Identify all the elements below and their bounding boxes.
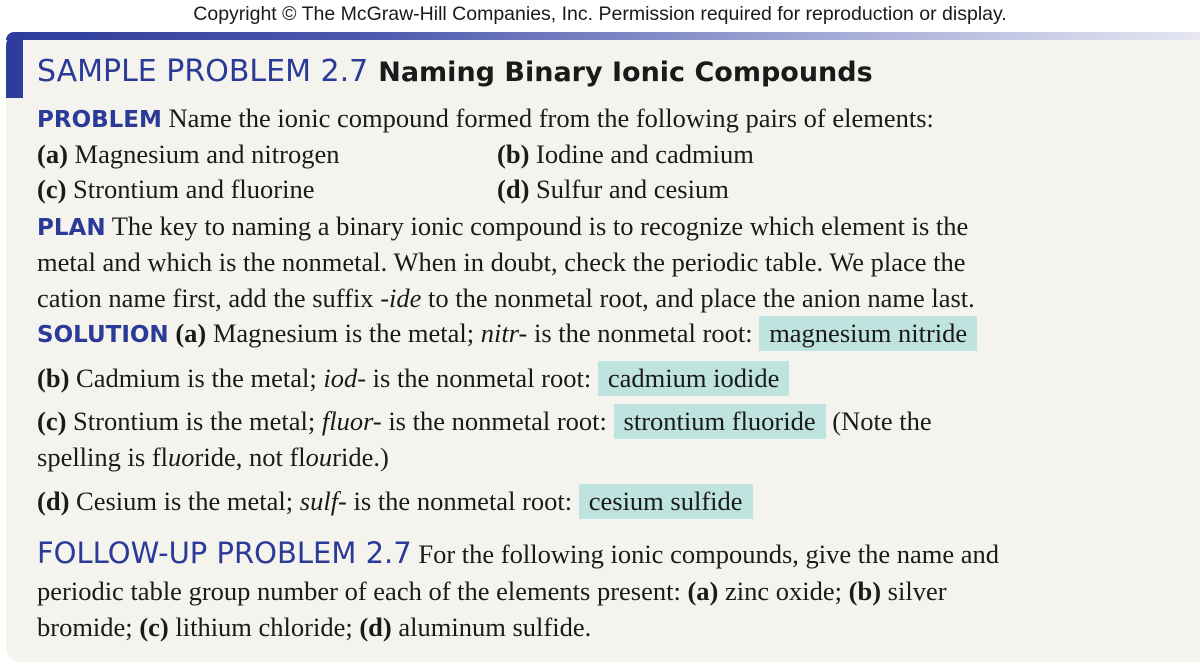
plan-text-1: The key to naming a binary ionic compound is to recognize which element is the [111,211,969,241]
answer-c-highlight: strontium fluoride [614,404,826,439]
sample-problem-label: SAMPLE PROBLEM 2.7 [37,54,369,89]
solution-line-a: SOLUTION (a) Magnesium is the metal; nitr- is the nonmetal root: magnesium nitride [37,316,977,351]
followup-line-1: FOLLOW-UP PROBLEM 2.7 For the following ionic compounds, give the name and [37,536,1000,570]
followup-line-3: bromide; (c) lithium chloride; (d) aluminum sulfide. [37,612,592,642]
ide-suffix: -ide [380,283,422,313]
problem-label: PROBLEM [37,107,162,133]
problem-item-b: (b) Iodine and cadmium [497,139,754,169]
problem-items-row-1 [37,138,754,170]
solution-line-b: (b) Cadmium is the metal; iod- is the nonmetal root: cadmium iodide [37,361,789,396]
plan-text-2: metal and which is the nonmetal. When in doubt, check the periodic table. We place the [37,247,966,277]
copyright-notice: Copyright © The McGraw-Hill Companies, Inc. Permission required for reproduction or display. [193,3,1007,25]
problem-item-d: (d) Sulfur and cesium [497,174,729,204]
panel-left-accent-bar [6,32,23,98]
problem-statement [37,102,934,136]
solution-line-c-note: spelling is fluoride, not flouride.) [37,442,389,472]
plan-line-2 [37,246,966,278]
answer-a-highlight: magnesium nitride [759,316,977,351]
panel-top-accent-bar [6,32,1200,40]
followup-line-2: periodic table group number of each of the elements present: (a) zinc oxide; (b) silver [37,576,947,606]
followup-label: FOLLOW-UP PROBLEM 2.7 [37,536,412,570]
plan-line-1 [37,210,1165,244]
sample-problem-title [37,54,873,89]
answer-b-highlight: cadmium iodide [598,361,789,396]
answer-d-highlight: cesium sulfide [579,484,753,519]
problem-items-row-2 [37,173,729,205]
solution-line-d: (d) Cesium is the metal; sulf- is the nonmetal root: cesium sulfide [37,484,753,519]
problem-text: Name the ionic compound formed from the following pairs of elements: [168,103,934,133]
plan-label: PLAN [37,215,106,241]
plan-line-3: cation name first, add the suffix -ide to the nonmetal root, and place the anion name last. [37,283,975,313]
problem-item-a: (a) Magnesium and nitrogen [37,139,340,169]
solution-label: SOLUTION [37,322,169,348]
sample-problem-subtitle: Naming Binary Ionic Compounds [378,57,873,88]
solution-line-c: (c) Strontium is the metal; fluor- is the nonmetal root: strontium fluoride (Note the [37,404,932,439]
problem-item-c: (c) Strontium and fluorine [37,174,315,204]
